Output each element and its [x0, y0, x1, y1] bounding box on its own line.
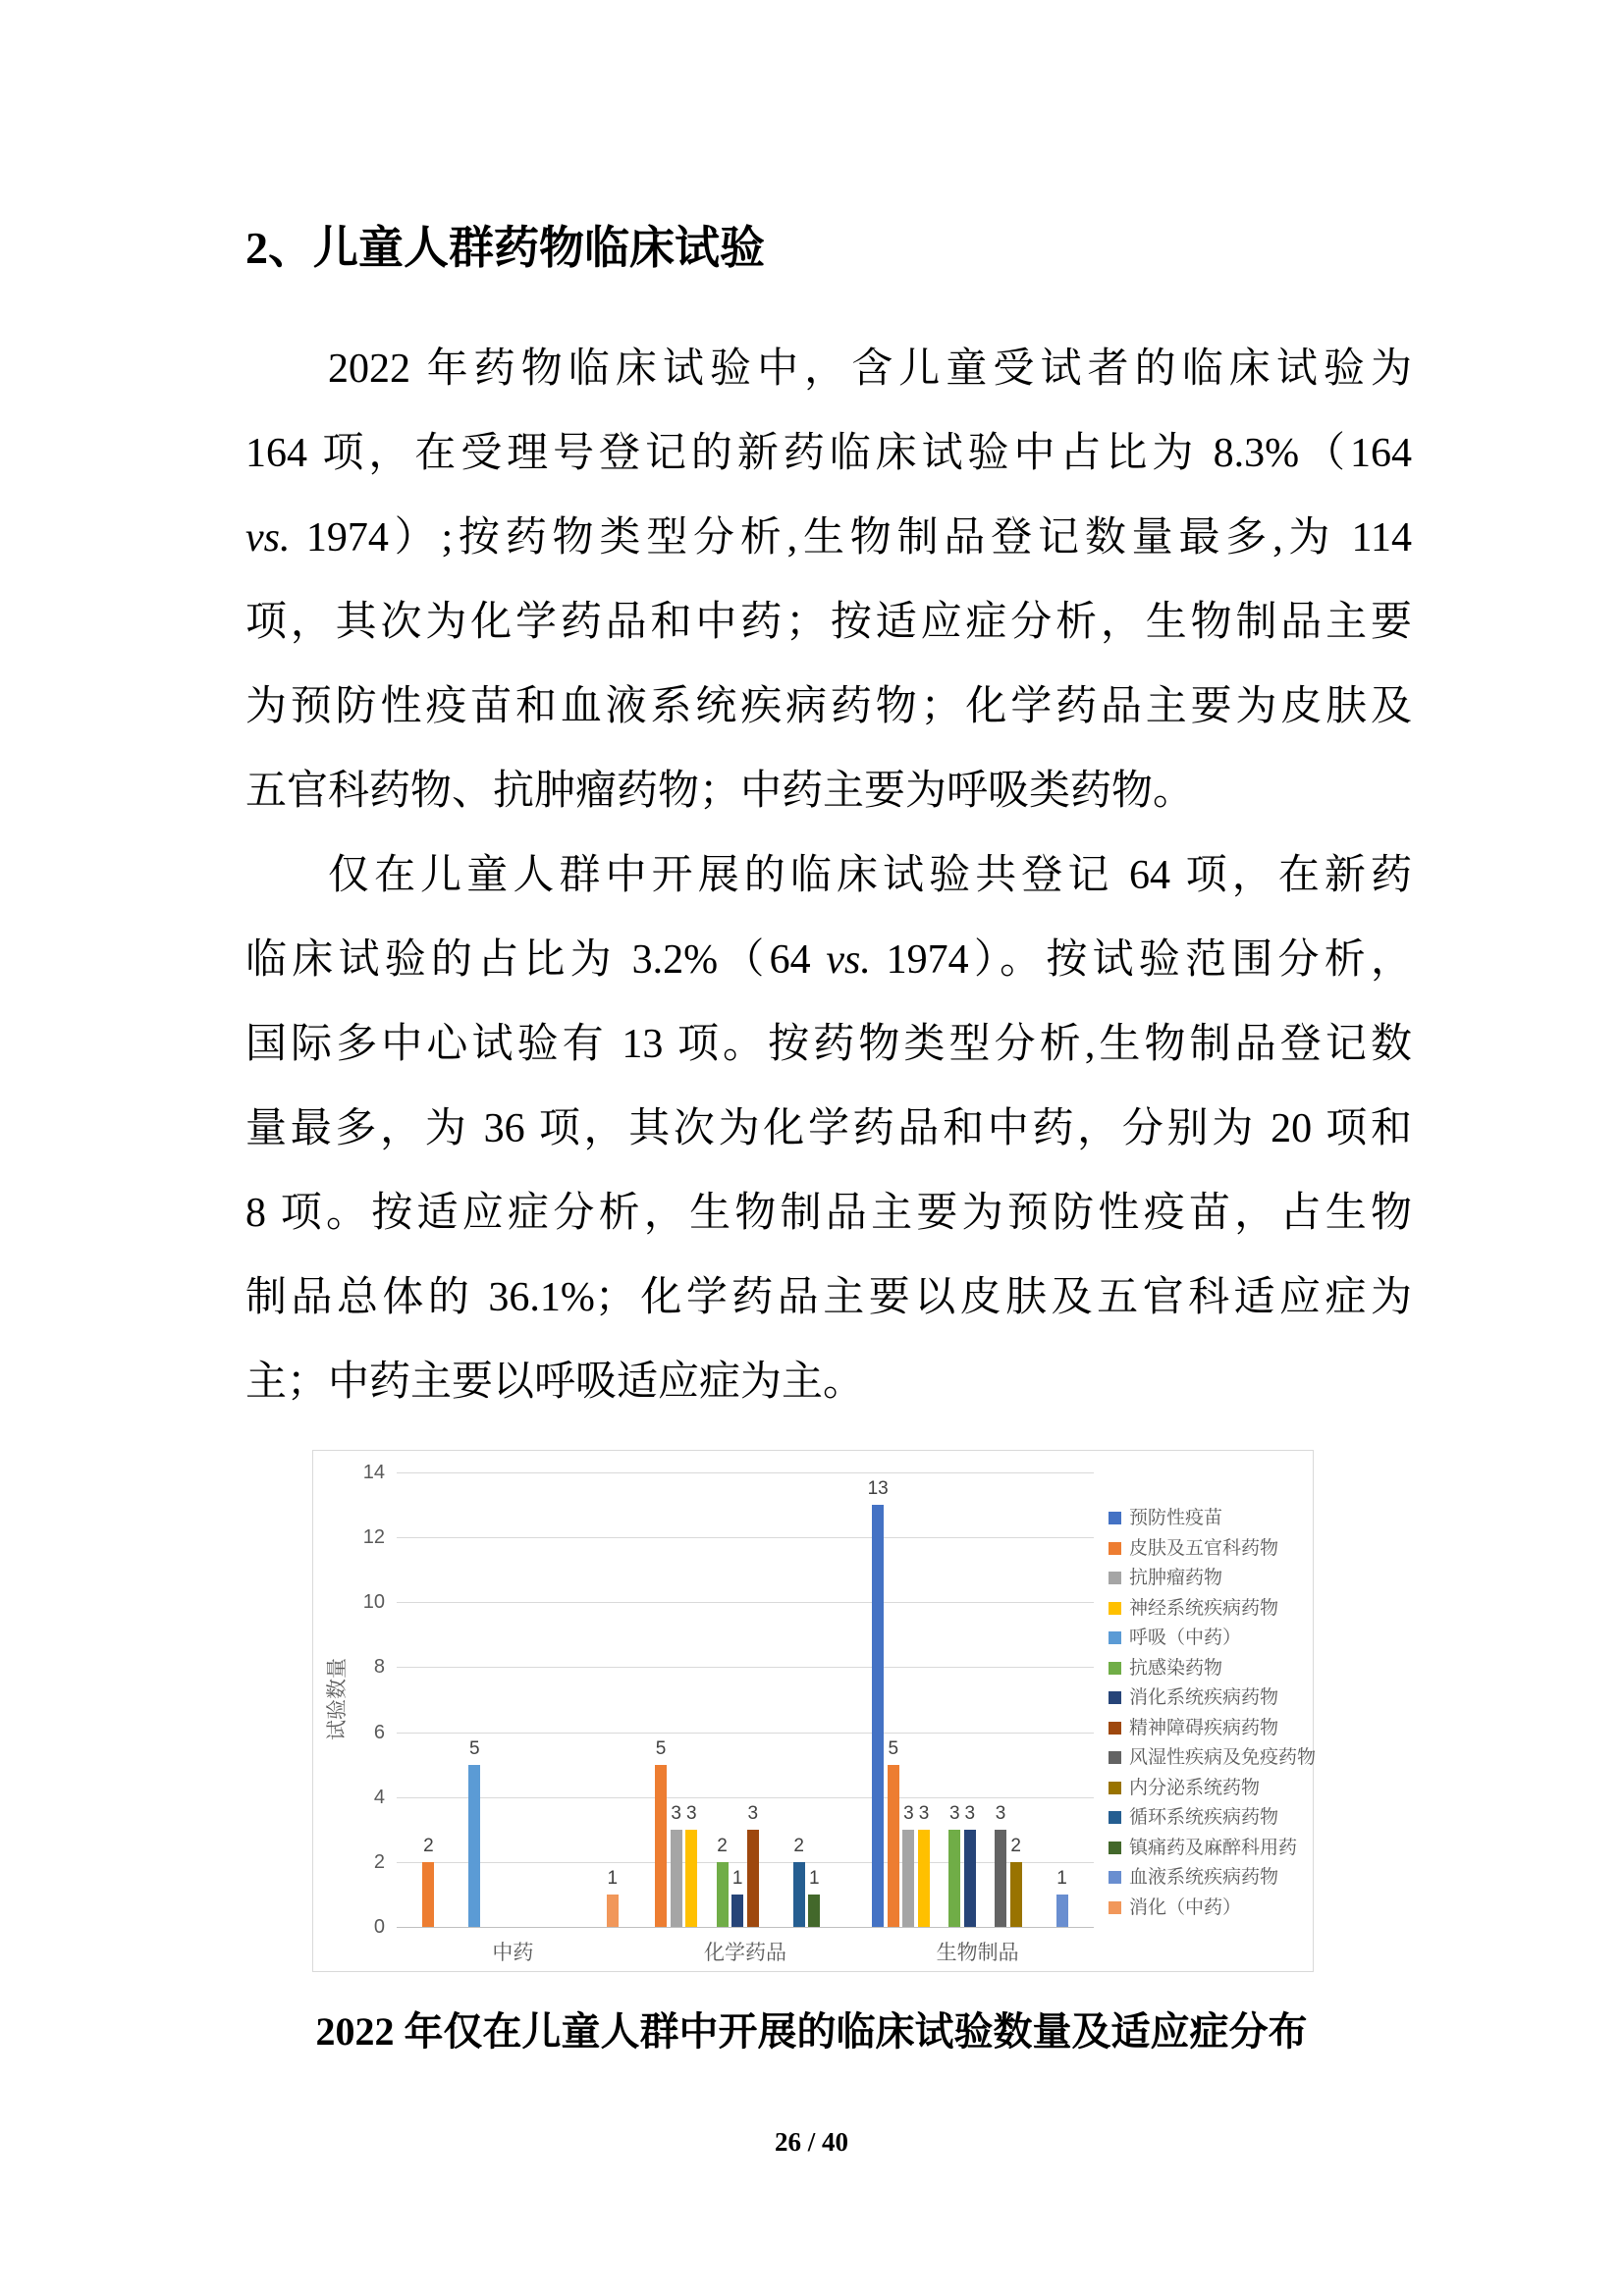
legend-swatch	[1109, 1631, 1121, 1644]
legend-swatch	[1109, 1811, 1121, 1824]
section-heading: 2、儿童人群药物临床试验	[245, 223, 765, 273]
legend-swatch	[1109, 1842, 1121, 1854]
paragraph-2-line-6: 制品总体的 36.1%；化学药品主要以皮肤及五官科适应症为	[245, 1275, 1412, 1320]
legend-item	[1109, 1538, 1329, 1560]
paragraph-1-line-4: 项，其次为化学药品和中药；按适应症分析，生物制品主要	[245, 600, 1412, 645]
bar-value-label: 1	[731, 1867, 743, 1889]
y-tick-label: 6	[373, 1721, 385, 1743]
legend-item	[1109, 1718, 1329, 1739]
paragraph-2-line-3: 国际多中心试验有 13 项。按药物类型分析,生物制品登记数	[245, 1022, 1412, 1067]
gridline	[397, 1797, 1094, 1798]
legend-label: 神经系统疾病药物	[1129, 1597, 1279, 1619]
paragraph-2-line-1: 仅在儿童人群中开展的临床试验共登记 64 项，在新药	[328, 853, 1412, 898]
bar-呼吸（中药）-中药	[468, 1765, 480, 1927]
bar-镇痛药及麻醉科用药-化学药品	[808, 1895, 820, 1927]
category-label-生物制品: 生物制品	[936, 1942, 1019, 1964]
y-tick-label: 2	[373, 1850, 385, 1873]
y-tick-label: 0	[373, 1916, 385, 1938]
gridline	[397, 1733, 1094, 1734]
italic-text: vs.	[826, 937, 871, 983]
bar-value-label: 1	[607, 1867, 619, 1889]
legend-label: 皮肤及五官科药物	[1129, 1537, 1279, 1559]
legend-item	[1109, 1508, 1329, 1529]
bar-内分泌系统药物-生物制品	[1010, 1862, 1022, 1927]
bar-value-label: 3	[995, 1802, 1006, 1824]
legend-item	[1109, 1807, 1329, 1829]
legend-label: 循环系统疾病药物	[1129, 1807, 1279, 1828]
legend-swatch	[1109, 1782, 1121, 1794]
legend-item	[1109, 1897, 1329, 1919]
legend-swatch	[1109, 1572, 1121, 1584]
legend-swatch	[1109, 1691, 1121, 1704]
legend-label: 风湿性疾病及免疫药物	[1129, 1747, 1317, 1768]
legend-label: 抗感染药物	[1129, 1657, 1223, 1679]
bar-神经系统疾病药物-生物制品	[918, 1830, 930, 1927]
legend-label: 抗肿瘤药物	[1129, 1568, 1223, 1588]
bar-消化系统疾病药物-生物制品	[964, 1830, 976, 1927]
bar-消化（中药）-中药	[607, 1895, 619, 1927]
legend-label: 呼吸（中药）	[1129, 1628, 1242, 1648]
gridline	[397, 1667, 1094, 1668]
legend-label: 消化系统疾病药物	[1129, 1687, 1279, 1708]
bar-value-label: 3	[747, 1802, 759, 1824]
legend-swatch	[1109, 1662, 1121, 1675]
bar-抗肿瘤药物-生物制品	[902, 1830, 914, 1927]
paragraph-2-line-7: 主；中药主要以呼吸适应症为主。	[245, 1360, 865, 1405]
paragraph-1-line-5: 为预防性疫苗和血液系统疾病药物；化学药品主要为皮肤及	[245, 684, 1412, 729]
legend-item	[1109, 1747, 1329, 1769]
legend-label: 预防性疫苗	[1129, 1508, 1223, 1528]
bar-精神障碍疾病药物-化学药品	[747, 1830, 759, 1927]
y-tick-label: 10	[362, 1591, 385, 1614]
paragraph-2-line-2	[245, 918, 1412, 1002]
legend-label: 镇痛药及麻醉科用药	[1129, 1837, 1298, 1858]
bar-value-label: 3	[948, 1802, 960, 1824]
legend-label: 内分泌系统药物	[1129, 1777, 1261, 1798]
bar-value-label: 2	[717, 1835, 728, 1856]
bar-value-label: 5	[468, 1737, 480, 1759]
bar-value-label: 5	[888, 1737, 899, 1759]
bar-抗感染药物-生物制品	[948, 1830, 960, 1927]
gridline	[397, 1602, 1094, 1603]
bar-value-label: 2	[1010, 1835, 1021, 1856]
bar-value-label: 3	[686, 1802, 697, 1824]
bar-value-label: 3	[671, 1802, 681, 1824]
bar-预防性疫苗-生物制品	[872, 1505, 884, 1927]
gridline	[397, 1472, 1094, 1473]
bar-血液系统疾病药物-生物制品	[1056, 1895, 1068, 1927]
bar-value-label: 2	[423, 1835, 434, 1856]
page-number: 26 / 40	[774, 2127, 848, 2157]
body-text	[245, 327, 1412, 1424]
legend-item	[1109, 1867, 1329, 1889]
legend-swatch	[1109, 1602, 1121, 1615]
legend-label: 消化（中药）	[1129, 1896, 1242, 1918]
bar-神经系统疾病药物-化学药品	[685, 1830, 697, 1927]
text-segment: 临床试验的占比为 3.2%（64	[245, 937, 827, 983]
bar-value-label: 1	[1056, 1867, 1067, 1889]
legend-swatch	[1109, 1542, 1121, 1555]
paragraph-1-line-6: 五官科药物、抗肿瘤药物；中药主要为呼吸类药物。	[245, 769, 1195, 814]
legend-item	[1109, 1778, 1329, 1799]
y-tick-label: 8	[373, 1656, 385, 1679]
bar-value-label: 3	[964, 1802, 976, 1824]
legend-item	[1109, 1568, 1329, 1589]
text-segment: 1974）。按试验范围分析，	[870, 937, 1412, 983]
bar-抗肿瘤药物-化学药品	[671, 1830, 682, 1927]
legend-item	[1109, 1628, 1329, 1649]
bar-value-label: 3	[918, 1802, 930, 1824]
category-label-中药: 中药	[492, 1942, 534, 1964]
legend-item	[1109, 1598, 1329, 1620]
legend-swatch	[1109, 1512, 1121, 1524]
figure-caption: 2022 年仅在儿童人群中开展的临床试验数量及适应症分布	[315, 2009, 1308, 2054]
y-axis-title: 试验数量	[326, 1658, 349, 1740]
bar-value-label: 3	[903, 1802, 914, 1824]
legend-label: 血液系统疾病药物	[1129, 1867, 1279, 1888]
text-segment: 1974）;按药物类型分析,生物制品登记数量最多,为 114	[290, 515, 1412, 561]
x-axis-line	[397, 1927, 1094, 1928]
bar-消化系统疾病药物-化学药品	[731, 1895, 743, 1927]
y-tick-label: 4	[373, 1786, 385, 1808]
category-label-化学药品: 化学药品	[704, 1942, 786, 1964]
bar-value-label: 5	[655, 1737, 667, 1759]
paragraph-1-line-1: 2022 年药物临床试验中，含儿童受试者的临床试验为	[328, 347, 1412, 392]
paragraph-1-line-3	[245, 496, 1412, 580]
paragraph-2-line-5: 8 项。按适应症分析，生物制品主要为预防性疫苗，占生物	[245, 1191, 1412, 1236]
italic-text: vs.	[245, 515, 291, 561]
legend-item	[1109, 1838, 1329, 1859]
paragraph-2-line-4: 量最多，为 36 项，其次为化学药品和中药，分别为 20 项和	[245, 1106, 1412, 1151]
legend-label: 精神障碍疾病药物	[1129, 1717, 1279, 1738]
bar-皮肤及五官科药物-生物制品	[888, 1765, 899, 1927]
gridline	[397, 1862, 1094, 1863]
bar-value-label: 13	[867, 1478, 889, 1500]
bar-value-label: 2	[793, 1835, 804, 1856]
bar-皮肤及五官科药物-中药	[422, 1862, 434, 1927]
bar-value-label: 1	[808, 1867, 820, 1889]
y-tick-label: 14	[362, 1462, 385, 1483]
legend-item	[1109, 1687, 1329, 1709]
paragraph-1-line-2: 164 项，在受理号登记的新药临床试验中占比为 8.3%（164	[245, 431, 1412, 476]
legend-swatch	[1109, 1901, 1121, 1914]
legend-item	[1109, 1658, 1329, 1680]
legend-swatch	[1109, 1871, 1121, 1884]
clinical-trials-bar-chart	[312, 1450, 1317, 1972]
bar-皮肤及五官科药物-化学药品	[655, 1765, 667, 1927]
legend-swatch	[1109, 1722, 1121, 1735]
y-tick-label: 12	[362, 1526, 385, 1549]
legend-swatch	[1109, 1751, 1121, 1764]
gridline	[397, 1537, 1094, 1538]
